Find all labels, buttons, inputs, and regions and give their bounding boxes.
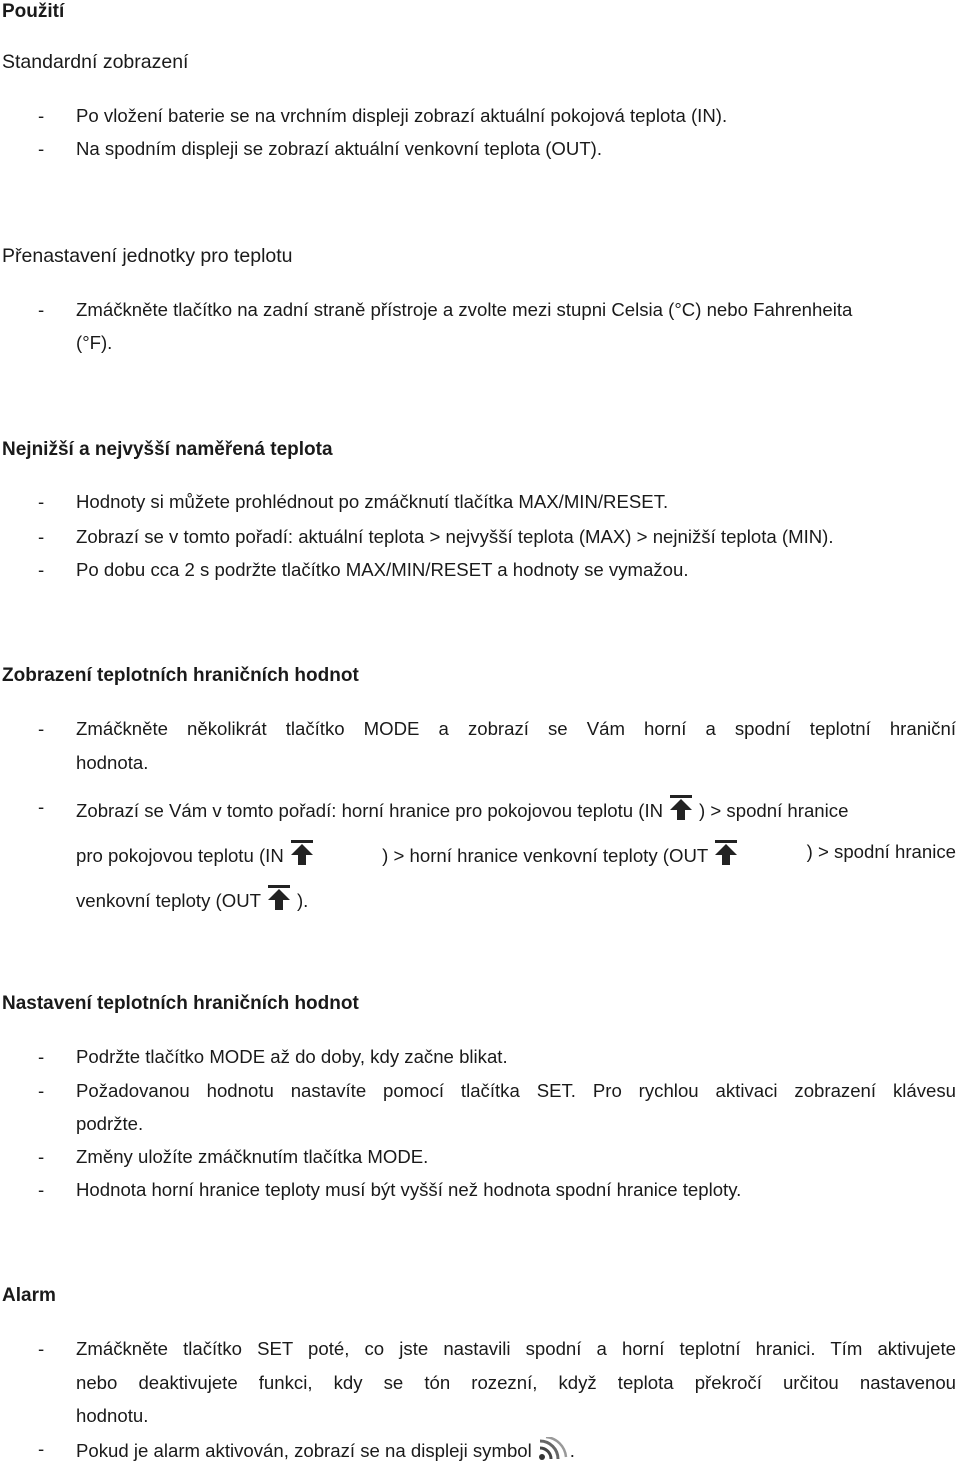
- list-item-text: [76, 795, 848, 823]
- section-heading-standard: Standardní zobrazení: [2, 51, 189, 73]
- text-fragment: ) > spodní hranice: [806, 841, 956, 862]
- text-fragment: ) > horní hranice venkovní teploty (OUT: [382, 845, 709, 866]
- list-item-text: Po vložení baterie se na vrchním displeji zobrazí aktuální pokojová teplota (IN).: [76, 105, 728, 126]
- up-arrow-icon: [669, 795, 693, 821]
- text-fragment: ).: [296, 890, 309, 911]
- up-arrow-icon: [290, 840, 314, 866]
- list-dash: -: [38, 1338, 45, 1359]
- list-dash: -: [38, 138, 45, 159]
- list-item-text: Zmáčkněte tlačítko SET poté, co jste nastavili spodní a horní teplotní hranici. Tím aktivujete: [76, 1338, 956, 1359]
- section-heading-units: Přenastavení jednotky pro teplotu: [2, 245, 293, 267]
- text-fragment: pro pokojovou teplotu (IN: [76, 845, 284, 866]
- text-fragment: [76, 840, 320, 868]
- text-fragment: .: [569, 1440, 575, 1461]
- page-title: Použití: [2, 1, 65, 22]
- text-fragment: ) > spodní hranice: [699, 800, 849, 821]
- list-dash: -: [38, 1080, 45, 1101]
- section-heading-limits-display: Zobrazení teplotních hraničních hodnot: [2, 665, 359, 686]
- text-fragment: Zobrazí se Vám v tomto pořadí: horní hranice pro pokojovou teplotu (IN: [76, 800, 664, 821]
- list-item-text: podržte.: [76, 1113, 144, 1134]
- list-dash: -: [38, 299, 45, 320]
- list-item-text: hodnotu.: [76, 1405, 149, 1426]
- text-fragment: Pokud je alarm aktivován, zobrazí se na displeji symbol: [76, 1440, 532, 1461]
- list-item-text: Po dobu cca 2 s podržte tlačítko MAX/MIN/RESET a hodnoty se vymažou.: [76, 559, 689, 580]
- list-item-text: Změny uložíte zmáčknutím tlačítka MODE.: [76, 1146, 429, 1167]
- list-dash: -: [38, 1046, 45, 1067]
- list-item-text: Hodnota horní hranice teploty musí být vyšší než hodnota spodní hranice teploty.: [76, 1179, 742, 1200]
- list-dash: -: [38, 491, 45, 512]
- list-dash: -: [38, 1438, 45, 1459]
- list-item-line: [76, 795, 956, 823]
- list-dash: -: [38, 718, 45, 739]
- section-heading-alarm: Alarm: [2, 1285, 56, 1306]
- list-item-line: [76, 885, 956, 913]
- list-item-text: hodnota.: [76, 752, 149, 773]
- list-item-text: Zobrazí se v tomto pořadí: aktuální teplota > nejvyšší teplota (MAX) > nejnižší teplota (MIN).: [76, 526, 834, 547]
- list-dash: -: [38, 105, 45, 126]
- up-arrow-icon: [267, 885, 291, 911]
- list-item-text: Hodnoty si můžete prohlédnout po zmáčknutí tlačítka MAX/MIN/RESET.: [76, 491, 669, 512]
- section-heading-limits-setup: Nastavení teplotních hraničních hodnot: [2, 993, 359, 1014]
- list-item-line: [76, 1437, 956, 1463]
- list-item-text: nebo deaktivujete funkci, kdy se tón rozezní, když teplota překročí určitou nastavenou: [76, 1372, 956, 1393]
- list-item-text: Podržte tlačítko MODE až do doby, kdy začne blikat.: [76, 1046, 508, 1067]
- up-arrow-icon: [714, 840, 738, 866]
- list-dash: -: [38, 559, 45, 580]
- text-fragment: [382, 840, 744, 868]
- list-item-line: [76, 840, 956, 868]
- list-item-text: Zmáčkněte tlačítko na zadní straně přístroje a zvolte mezi stupni Celsia (°C) nebo Fahrenheita: [76, 299, 853, 320]
- list-item-text: Na spodním displeji se zobrazí aktuální venkovní teplota (OUT).: [76, 138, 603, 159]
- list-dash: -: [38, 1179, 45, 1200]
- list-dash: -: [38, 796, 45, 817]
- text-fragment: venkovní teploty (OUT: [76, 890, 261, 911]
- section-heading-minmax: Nejnižší a nejvyšší naměřená teplota: [2, 439, 333, 460]
- list-dash: -: [38, 1146, 45, 1167]
- list-dash: -: [38, 526, 45, 547]
- alarm-signal-icon: [538, 1437, 568, 1461]
- list-item-text: Zmáčkněte několikrát tlačítko MODE a zobrazí se Vám horní a spodní teplotní hraniční: [76, 718, 956, 739]
- list-item-text: Požadovanou hodnotu nastavíte pomocí tlačítka SET. Pro rychlou aktivaci zobrazení klávesu: [76, 1080, 956, 1101]
- list-item-text: (°F).: [76, 332, 113, 353]
